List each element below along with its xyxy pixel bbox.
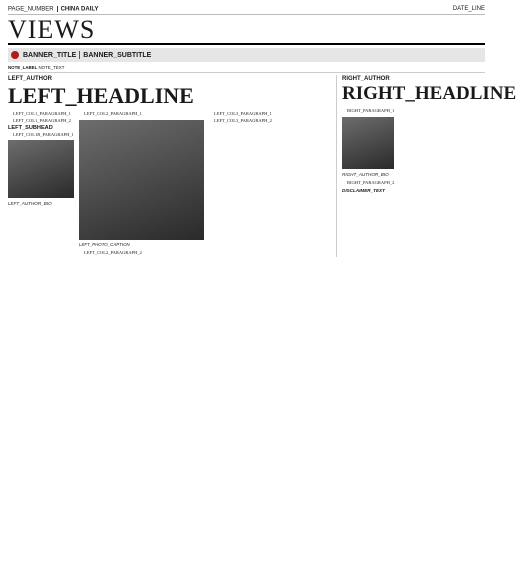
section-title: VIEWS (8, 15, 96, 44)
editors-note (8, 65, 485, 73)
author-photo-box (8, 140, 74, 198)
article-photo (79, 120, 204, 240)
left-author-bio: LEFT_AUTHOR_BIO (8, 201, 52, 207)
article-paragraph: RIGHT_PARAGRAPH_1 (347, 108, 395, 114)
paper-name: CHINA DAILY (60, 6, 99, 13)
right-article-body (342, 108, 485, 193)
article-disclaimer: DISCLAIMER_TEXT (342, 188, 385, 194)
right-article (336, 75, 516, 256)
page-header (8, 4, 485, 15)
article-photo-box (79, 120, 204, 247)
author-photo-box (342, 117, 485, 169)
left-text-column-1 (8, 111, 74, 256)
issue-date: DATE_LINE (452, 6, 485, 12)
article-columns (8, 75, 516, 256)
author-portrait-image (342, 117, 394, 169)
brand-logo-icon (11, 51, 19, 59)
article-paragraph: LEFT_COL2_PARAGRAPH_2 (84, 249, 142, 255)
article-paragraph: LEFT_COL1_PARAGRAPH_1 (13, 111, 71, 117)
right-article-byline: RIGHT_AUTHOR (342, 76, 390, 83)
left-article (8, 75, 330, 256)
left-article-headline: LEFT_HEADLINE (8, 83, 194, 109)
left-text-column-2 (79, 111, 204, 256)
photo-caption: LEFT_PHOTO_CAPTION (79, 241, 130, 247)
banner-divider (79, 51, 80, 59)
article-paragraph: LEFT_COL3_PARAGRAPH_1 (214, 111, 272, 117)
article-paragraph: LEFT_COL2_PARAGRAPH_1 (84, 111, 142, 117)
article-paragraph: LEFT_COL3_PARAGRAPH_2 (214, 118, 272, 124)
editors-note-label: NOTE_LABEL (8, 65, 38, 70)
article-paragraph: LEFT_COL1B_PARAGRAPH_1 (13, 131, 74, 137)
page-number: PAGE_NUMBER (8, 6, 54, 13)
left-text-column-3 (209, 111, 330, 256)
banner-title: BANNER_TITLE (23, 51, 77, 59)
left-article-byline: LEFT_AUTHOR (8, 76, 52, 83)
right-article-headline: RIGHT_HEADLINE (342, 83, 516, 105)
column-banner (8, 48, 485, 62)
article-paragraph: LEFT_COL1_PARAGRAPH_2 (13, 118, 71, 124)
author-portrait-image (8, 140, 74, 198)
editors-note-text: NOTE_TEXT (38, 65, 65, 70)
article-paragraph: RIGHT_PARAGRAPH_2 (347, 180, 395, 185)
article-subhead: LEFT_SUBHEAD (8, 124, 53, 131)
right-author-bio: RIGHT_AUTHOR_BIO (342, 171, 389, 177)
banner-subtitle: BANNER_SUBTITLE (83, 51, 152, 59)
section-header (8, 15, 485, 45)
left-article-text-columns (8, 111, 330, 256)
header-divider (57, 6, 58, 12)
